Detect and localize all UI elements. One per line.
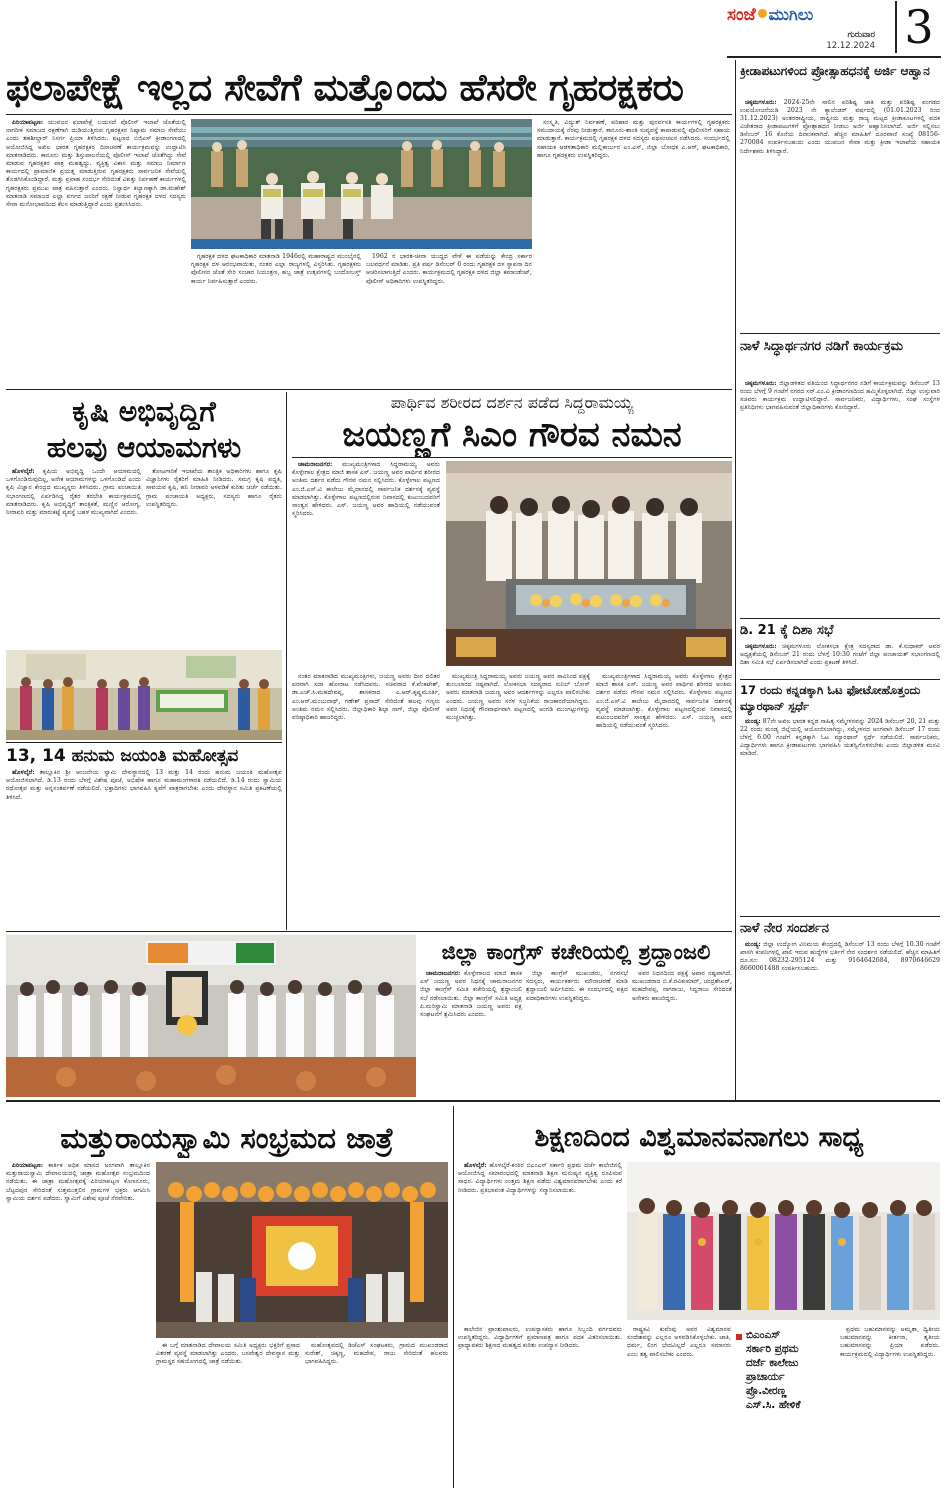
- home-guards-ceremony-photo: [191, 119, 532, 249]
- disha-body: [740, 643, 940, 677]
- sandarshana-body: [740, 941, 940, 1097]
- sun-icon: [758, 9, 767, 18]
- lead-column-3: [366, 253, 532, 387]
- jatre-dateline: ಪಿರಿಯಾಪಟ್ಟಣ:: [12, 1162, 44, 1169]
- krishi-headline-line1: ಕೃಷಿ ಅಭಿವೃದ್ಧಿಗೆ: [72, 395, 216, 428]
- students-award-photo: [627, 1162, 940, 1320]
- shikshana-col2-text: ಕಾಲೇಜಿನ ಪ್ರಾಂಶುಪಾಲರು, ಉಪನ್ಯಾಸಕರು ಹಾಗೂ ಸಿಬ್ಬಂದಿ ವರ್ಗದವರು ಉಪಸ್ಥಿತರಿದ್ದರು. ವಿದ್ಯಾರ್ಥಿಗಳಿಗೆ ಪ್ರಮಾಣಪತ್ರ ಹಾಗೂ ಪದಕ ವಿತರಿಸಲಾಯಿತು. ಪ್ರಾಧ್ಯಾಪಕರು ಶಿಕ್ಷಣದ ಮಹತ್ವದ ಕುರಿತು ಉಪನ್ಯಾಸ ನೀಡಿದರು.: [458, 1326, 622, 1350]
- lead-column-4: [537, 119, 730, 387]
- lead-bottom-rule: [6, 389, 732, 390]
- temple-festival-photo: [156, 1162, 448, 1338]
- cm-headline-rule: [292, 457, 732, 458]
- krida-title: ಕ್ರೀಡಾಪಟುಗಳಿಂದ ಪ್ರೋತ್ಸಾಹಧನಕ್ಕೆ ಅರ್ಜಿ ಆಹ್ವಾನ: [740, 64, 930, 78]
- siddaganga-dateline: ಚಿಕ್ಕಮಗಳೂರು:: [745, 380, 777, 387]
- cm-col3-text: ಮುಖ್ಯಮಂತ್ರಿ ಸಿದ್ದರಾಮಯ್ಯ ಅವರು ಜಯಣ್ಣ ಅವರ ಸಾವಿನಿಂದ ಪಕ್ಷಕ್ಕೆ ತುಂಬಲಾರದ ನಷ್ಟವಾಗಿದೆ. ಲೋಕಸಭಾ ಸದಸ್ಯರಾದ ಸುನಿಲ್ ಬೋಸ್ ಅವರು ಮಾತನಾಡಿ ಜಯಣ್ಣ ಅವರ ಆದರ್ಶಗಳನ್ನು ಎಲ್ಲರೂ ಪಾಲಿಸಬೇಕು ಎಂದರು. ಜಯಣ್ಣ ಅವರು ಸರಳ ಸಜ್ಜನಿಕೆಯ ರಾಜಕಾರಣಿಯಾಗಿದ್ದರು. ಅವರ ನಿಧನಕ್ಕೆ ಗೌರವಾರ್ಥವಾಗಿ ಪಟ್ಟಣದಲ್ಲಿ ಅಂಗಡಿ ಮುಂಗಟ್ಟುಗಳನ್ನು ಮುಚ್ಚಲಾಗಿತ್ತು.: [446, 673, 590, 722]
- cm-kicker: ಪಾರ್ಥಿವ ಶರೀರದ ದರ್ಶನ ಪಡೆದ ಸಿದ್ದರಾಮಯ್ಯ: [390, 393, 634, 412]
- congress-col2-text: ಜಿಲ್ಲಾ ಕಾಂಗ್ರೆಸ್ ಮುಖಂಡರು, ನಗರಸಭೆ ಸದಸ್ಯರು, ಕಾರ್ಯಕರ್ತರು ಮೌನಾಚರಣೆ ಮಾಡಿ ಶ್ರದ್ಧಾಂಜಲಿ ಅರ್ಪಿಸಿದರು. ಈ ಸಂದರ್ಭದಲ್ಲಿ ಪಕ್ಷದ ಪದಾಧಿಕಾರಿಗಳು ಉಪಸ್ಥಿತರಿದ್ದರು.: [526, 970, 628, 1002]
- krida-dateline: ಚಿಕ್ಕಮಗಳೂರು:: [745, 99, 777, 106]
- krishi-dateline: ಹೊಳಲ್ಕೆರೆ:: [12, 468, 35, 475]
- disha-body-text: ಚಿಕ್ಕಮಗಳೂರು ಲೋಕಸಭಾ ಕ್ಷೇತ್ರ ಸದಸ್ಯರಾದ ಡಾ. ಕೆ.ಸುಧಾಕರ್ ಅವರ ಅಧ್ಯಕ್ಷತೆಯಲ್ಲಿ ಡಿಸೆಂಬರ್ 21 ರಂದು ಬೆಳಗ್ಗೆ 10:30 ಗಂಟೆಗೆ ಜಿಲ್ಲಾ ಪಂಚಾಯತ್ ಸಭಾಂಗಣದಲ್ಲಿ ದಿಶಾ ಸಮಿತಿ ಸಭೆ ಏರ್ಪಡಿಸಲಾಗಿದೆ ಎಂದು ಪ್ರಕಟಣೆ ತಿಳಿಸಿದೆ.: [740, 643, 940, 667]
- masthead-logo: [727, 5, 895, 29]
- krishi-column-1: [6, 468, 141, 648]
- shikshana-column-2: [458, 1326, 622, 1486]
- cm-dateline: ಚಾಮರಾಜನಗರ:: [298, 461, 333, 468]
- pull-caption-line: ಪ್ರಾಚಾರ್ಯ: [746, 1371, 785, 1383]
- bottom-section-divider: [453, 1106, 454, 1488]
- jatre-column-3: [305, 1342, 448, 1486]
- krishi-headline-line2: ಹಲವು ಆಯಾಮಗಳು: [46, 431, 242, 464]
- congress-photo: [6, 935, 416, 1097]
- krida-body-text: 2024-25ನೇ ಸಾಲಿನ ಪರಿಶಿಷ್ಟ ಜಾತಿ ಮತ್ತು ಪರಿಶಿಷ್ಟ ಪಂಗಡದ ಉಪಯೋಜನೆಯಡಿ 2023 ನೇ ಕ್ಯಾಲೆಂಡರ್ ವರ್ಷದಲ್ಲಿ (01.01.2023 ರಿಂದ 31.12.2023) ಅಂತರರಾಷ್ಟ್ರೀಯ, ರಾಷ್ಟ್ರೀಯ ಮತ್ತು ರಾಜ್ಯ ಮಟ್ಟದ ಕ್ರೀಡಾಕೂಟಗಳಲ್ಲಿ ಪದಕ ವಿಜೇತರಾದ ಕ್ರೀಡಾಪಟುಗಳಿಗೆ ಪ್ರೋತ್ಸಾಹಧನ ನೀಡಲು ಅರ್ಜಿ ಆಹ್ವಾನಿಸಲಾಗಿದೆ. ಅರ್ಜಿ ಸಲ್ಲಿಸಲು ಡಿಸೆಂಬರ್ 16 ಕೊನೆಯ ದಿನಾಂಕವಾಗಿದೆ. ಹೆಚ್ಚಿನ ಮಾಹಿತಿಗೆ ದೂರವಾಣಿ ಸಂಖ್ಯೆ 08156-270084 ಸಂಪರ್ಕಿಸಬಹುದು ಎಂದು ಯುವಜನ ಸೇವಾ ಮತ್ತು ಕ್ರೀಡಾ ಇಲಾಖೆಯ ಸಹಾಯಕ ನಿರ್ದೇಶಕರು ತಿಳಿಸಿದ್ದಾರೆ.: [740, 99, 940, 155]
- lead-dateline: ಪಿರಿಯಾಪಟ್ಟಣ:: [12, 119, 44, 126]
- right-sidebar-divider: [735, 60, 736, 1100]
- masthead-rule: [727, 56, 941, 58]
- cm-paying-respects-photo: [446, 461, 732, 666]
- pull-caption-marker: [736, 1334, 742, 1340]
- shikshana-photo: [627, 1162, 940, 1320]
- marathon-body-text: 87ನೇ ಅಖಿಲ ಭಾರತ ಕನ್ನಡ ಸಾಹಿತ್ಯ ಸಮ್ಮೇಳನವನ್ನು 2024 ಡಿಸೆಂಬರ್ 20, 21 ಮತ್ತು 22 ರಂದು ಮಂಡ್ಯ ಜಿಲ್ಲೆಯಲ್ಲಿ ಆಯೋಜಿಸಲಾಗಿದ್ದು, ಸಮ್ಮೇಳನದ ಅಂಗವಾಗಿ ಡಿಸೆಂಬರ್ 17 ರಂದು ಬೆಳಗ್ಗೆ 6.00 ಗಂಟೆಗೆ ಕನ್ನಡಕ್ಕಾಗಿ ಓಟ ಮ್ಯಾರಥಾನ್ ಸ್ಪರ್ಧೆ ನಡೆಯಲಿದೆ. ಸಾರ್ವಜನಿಕರು, ವಿದ್ಯಾರ್ಥಿಗಳು ಹಾಗೂ ಕ್ರೀಡಾಪಟುಗಳು ಭಾಗವಹಿಸಿ ಯಶಸ್ವಿಗೊಳಿಸಬೇಕು ಎಂದು ಜಿಲ್ಲಾಡಳಿತ ಮನವಿ ಮಾಡಿದೆ.: [740, 718, 940, 758]
- cm-photo: [446, 461, 732, 666]
- masthead-day: ಗುರುವಾರ: [847, 30, 875, 40]
- shikshana-col4-text: ಪ್ರಥಮ ಬಹುಮಾನವನ್ನು ಅಮೃತಾ, ದ್ವಿತೀಯ ಬಹುಮಾನವನ್ನು ಕೀರ್ತನಾ, ತೃತೀಯ ಬಹುಮಾನವನ್ನು ಪ್ರಿಯಾ ಪಡೆದರು. ಕಾರ್ಯಕ್ರಮದಲ್ಲಿ ವಿದ್ಯಾರ್ಥಿಗಳು ಉಪಸ್ಥಿತರಿದ್ದರು.: [840, 1326, 940, 1358]
- pull-caption-text: [746, 1328, 836, 1412]
- shikshana-pull-caption: [736, 1328, 836, 1438]
- krishi-col2-text: ತೋಟಗಾರಿಕೆ ಇಲಾಖೆಯ ತಾಂತ್ರಿಕ ಅಧಿಕಾರಿಗಳು ಹಾಗೂ ಕೃಷಿ ವಿಜ್ಞಾನಿಗಳು ರೈತರಿಗೆ ಮಾಹಿತಿ ನೀಡಿದರು. ಸಮಗ್ರ ಕೃಷಿ ಪದ್ಧತಿ, ಸಾವಯವ ಕೃಷಿ, ಹನಿ ನೀರಾವರಿ ಅಳವಡಿಕೆ ಕುರಿತು ಚರ್ಚೆ ನಡೆಯಿತು. ಗ್ರಾಮ ಪಂಚಾಯತಿ ಅಧ್ಯಕ್ಷರು, ಸದಸ್ಯರು ಹಾಗೂ ರೈತರು ಉಪಸ್ಥಿತರಿದ್ದರು.: [146, 468, 282, 508]
- pull-caption-line: ಬಿಎಂಎಸ್: [746, 1329, 781, 1341]
- krishi-divider: [286, 392, 287, 930]
- hanuma-body: [6, 769, 282, 927]
- sandarshana-body-text: ಜಿಲ್ಲಾ ಉದ್ಯೋಗ ವಿನಿಮಯ ಕೇಂದ್ರದಲ್ಲಿ ಡಿಸೆಂಬರ್ 13 ರಂದು ಬೆಳಗ್ಗೆ 10.30 ಗಂಟೆಗೆ ಖಾಸಗಿ ಕಂಪನಿಗಳಲ್ಲಿ ಖಾಲಿ ಇರುವ ಹುದ್ದೆಗಳ ಭರ್ತಿಗೆ ನೇರ ಸಂದರ್ಶನ ನಡೆಯಲಿದೆ. ಹೆಚ್ಚಿನ ಮಾಹಿತಿಗೆ ದೂ.ಸಂ: 08232-295124 ಮತ್ತು 9164642684, 8970646629 8660061488 ಸಂಪರ್ಕಿಸಬಹುದು.: [740, 941, 940, 973]
- jatre-photo: [156, 1162, 448, 1338]
- jatre-col2-text: ಈ ಬಗ್ಗೆ ಮಾತನಾಡಿದ ದೇವಾಲಯ ಸಮಿತಿ ಅಧ್ಯಕ್ಷರು ಭಕ್ತರಿಗೆ ಪ್ರಸಾದ ವಿತರಣೆ ವ್ಯವಸ್ಥೆ ಮಾಡಲಾಗಿತ್ತು ಎಂದರು. ಬಸವೇಶ್ವರ ದೇವಸ್ಥಾನ ಮತ್ತು ಗ್ರಾಮಸ್ಥರ ಸಹಯೋಗದಲ್ಲಿ ಜಾತ್ರೆ ನಡೆಯಿತು.: [156, 1342, 300, 1366]
- cm-col3b-text: ಮುಖ್ಯಮಂತ್ರಿಗಳಾದ ಸಿದ್ದರಾಮಯ್ಯ ಅವರು ಕೊಳ್ಳೇಗಾಲ ಕ್ಷೇತ್ರದ ಮಾಜಿ ಶಾಸಕ ಎಸ್. ಜಯಣ್ಣ ಅವರ ಪಾರ್ಥಿವ ಶರೀರದ ಅಂತಿಮ ದರ್ಶನ ಪಡೆದು ಗೌರವ ನಮನ ಸಲ್ಲಿಸಿದರು. ಕೊಳ್ಳೇಗಾಲ ಪಟ್ಟಣದ ಎಂ.ಜಿ.ಎಸ್.ವಿ ಕಾಲೇಜು ಮೈದಾನದಲ್ಲಿ ಸಾರ್ವಜನಿಕ ದರ್ಶನಕ್ಕೆ ವ್ಯವಸ್ಥೆ ಮಾಡಲಾಗಿತ್ತು. ಕೊಳ್ಳೇಗಾಲ ಪಟ್ಟಣದಲ್ಲಿರುವ ನಿವಾಸದಲ್ಲಿ ಕುಟುಂಬದವರಿಗೆ ಸಾಂತ್ವನ ಹೇಳಿದರು. ಎಸ್. ಜಯಣ್ಣ ಅವರ ಹಾದಿಯಲ್ಲಿ ನಡೆಯುವಂತೆ ಸ್ಮರಿಸಿದರು.: [596, 673, 732, 730]
- shikshana-col1-text: ಹೊಳಲ್ಕೆರೆ-ಕಂಠಿರ ಬಿಎಂಎಸ್ ಸರ್ಕಾರಿ ಪ್ರಥಮ ದರ್ಜೆ ಕಾಲೇಜಿನಲ್ಲಿ ಆಯೋಜಿಸಿದ್ದ ಸಮಾರಂಭದಲ್ಲಿ ಮಾತನಾಡಿ ಶಿಕ್ಷಣ ಮನುಷ್ಯನ ವ್ಯಕ್ತಿತ್ವ ರೂಪಿಸುವ ಸಾಧನ. ವಿದ್ಯಾರ್ಥಿಗಳು ಉತ್ತಮ ಶಿಕ್ಷಣ ಪಡೆದು ವಿಶ್ವಮಾನವರಾಗಬೇಕು ಎಂದು ಕರೆ ನೀಡಿದರು. ಪ್ರತಿಭಾವಂತ ವಿದ್ಯಾರ್ಥಿಗಳನ್ನು ಸನ್ಮಾನಿಸಲಾಯಿತು.: [458, 1162, 622, 1194]
- marathon-title: 17 ರಂದು ಕನ್ನಡಕ್ಕಾಗಿ ಓಟ ಫೋಟೋಹೊತ್ತಂದು ಮ್ಯಾರಥಾನ್ ಸ್ಪರ್ಧೆ: [740, 683, 921, 713]
- krida-body: [740, 99, 940, 331]
- jatre-col3-text: ಮಹೋತ್ಸವದಲ್ಲಿ ಡಿಜೆಎಸ್ ಸಂಘಟಕರು, ಗ್ರಾಮದ ಮುಖಂಡರಾದ ಸುರೇಶ್, ಚಿಕ್ಕಣ್ಣ, ಮಹದೇವ, ರಾಜು ಸೇರಿದಂತೆ ಹಲವರು ಭಾಗವಹಿಸಿದ್ದರು.: [305, 1342, 448, 1366]
- pull-caption-line: ದರ್ಜೆ ಕಾಲೇಜು: [746, 1357, 799, 1369]
- krishi-photo: [6, 650, 282, 740]
- sidebar-rule-4: [740, 916, 940, 917]
- hanuma-headline: 13, 14 ಹನುಮ ಜಯಂತಿ ಮಹೋತ್ಸವ: [6, 746, 239, 766]
- lead-col1-text: ಯುವಜನ ಫಲಾಪೇಕ್ಷೆ ಬಯಸದೆ ಪೊಲೀಸ್ ಇಲಾಖೆ ಜೊತೆಯಲ್ಲಿ ನಾಗರೀಕ ಸಮಾಜದ ರಕ್ಷಣೆಗಾಗಿ ದುಡಿಯುತ್ತಿರುವ ಗೃಹರಕ್ಷಕರ ನಿಷ್ಕಾಮ ಸಮಾಜ ಸೇವೆಯು ಎಂದು ತಹಶೀಲ್ದಾರ್ ನಿಸರ್ಗ ಪ್ರಿಯಾ ತಿಳಿಸಿದರು. ಪಟ್ಟಣದ ಬಿಜಿಎಸ್ ಕ್ರೀಡಾಂಗಣದಲ್ಲಿ ಆಯೋಜಿಸಿದ್ದ ಅಖಿಲ ಭಾರತ ಗೃಹರಕ್ಷಕರ ದಿನಾಚರಣೆ ಕಾರ್ಯಕ್ರಮವನ್ನು ಉದ್ಘಾಟಿಸಿ ಮಾತನಾಡಿದರು. ಕಾನೂನು ಮತ್ತು ಶಿಸ್ತುಪಾಲನೆಯಲ್ಲಿ ಪೊಲೀಸ್ ಇಲಾಖೆ ಜೊತೆಗಿದ್ದು ಸೇವೆ ಮಾಡುವ ಗೃಹರಕ್ಷಕರ ಪಾತ್ರ ಮಹತ್ವದ್ದು. ವ್ಯಕ್ತಿತ್ವ ವಿಕಾಸ ಮತ್ತು ಸಮಾಜ ನಿರ್ಮಾಣ ಕಾರ್ಯದಲ್ಲಿ ಪ್ರಾಮಾಣಿಕ ಪ್ರಯತ್ನ ಮಾಡುತ್ತಿರುವ ಗೃಹರಕ್ಷಕರು ಸಾರ್ವಜನಿಕ ಸೇವೆಯಲ್ಲಿ ತೊಡಗಿಸಿಕೊಂಡಿದ್ದಾರೆ. ಮತ್ತು ಪ್ರವಾಹ ಸಂದರ್ಭ ಸೇರಿದಂತೆ ವಿಪತ್ತು ನಿರ್ವಹಣೆ ಕಾರ್ಯಗಳಲ್ಲಿ ಗೃಹರಕ್ಷಕರು ಪ್ರಮುಖ ಪಾತ್ರ ವಹಿಸುತ್ತಾರೆ ಎಂದರು. ನಿಸ್ವಾರ್ಥ ಕಲ್ಯಾಣಕ್ಕಾಗಿ ಡಾ.ಮಹೇಶ್ ಮಾತನಾಡಿ ಸಮಾಜದ ಎಲ್ಲಾ ವರ್ಗದ ಜನರಿಗೆ ರಕ್ಷಣೆ ನೀಡುವ ಗೃಹರಕ್ಷಕ ದಳದ ಸದಸ್ಯರು ಸೇವಾ ಮನೋಭಾವದಿಂದ ಕೆಲಸ ಮಾಡುತ್ತಿದ್ದಾರೆ ಎಂದು ಪ್ರಶಂಸಿಸಿದರು.: [6, 119, 186, 209]
- sidebar-rule-1: [740, 333, 940, 334]
- page-number: 3: [895, 1, 941, 53]
- farmers-training-photo: [6, 650, 282, 740]
- pull-caption-line: ಸರ್ಕಾರಿ ಪ್ರಥಮ: [746, 1343, 799, 1355]
- shikshana-column-1: [458, 1162, 622, 1322]
- jatre-column-2: [156, 1342, 300, 1486]
- jatre-col1-text: ಕಾರ್ತಿಕ ಅಧಿಕ ಮಾಸದ ಅಂಗವಾಗಿ ತಾಲ್ಲೂಕಿನ ಮತ್ತುರಾಯಸ್ವಾಮಿ ದೇವಾಲಯದಲ್ಲಿ ಜಾತ್ರಾ ಮಹೋತ್ಸವ ಸಂಭ್ರಮದಿಂದ ನಡೆಯಿತು. ಈ ಜಾತ್ರಾ ಮಹೋತ್ಸವಕ್ಕೆ ಪಿರಿಯಾಪಟ್ಟಣ ಕೊಣನೂರು, ಬೆಟ್ಟದಪುರ ಸೇರಿದಂತೆ ಸುತ್ತಮುತ್ತಲಿನ ಗ್ರಾಮಗಳ ಭಕ್ತರು ಆಗಮಿಸಿ ಸ್ವಾಮಿಯ ದರ್ಶನ ಪಡೆದರು. ಸ್ವಾಮಿಗೆ ವಿಶೇಷ ಪೂಜೆ ನೆರವೇರಿತು.: [6, 1162, 150, 1202]
- congress-column-1: [420, 970, 522, 1096]
- jatre-column-1: [6, 1162, 150, 1486]
- hanuma-dateline: ಹೊಳಲ್ಕೆರೆ:: [12, 769, 35, 776]
- cm-col1-text: ಮುಖ್ಯಮಂತ್ರಿಗಳಾದ ಸಿದ್ದರಾಮಯ್ಯ ಅವರು ಕೊಳ್ಳೇಗಾಲ ಕ್ಷೇತ್ರದ ಮಾಜಿ ಶಾಸಕ ಎಸ್. ಜಯಣ್ಣ ಅವರ ಪಾರ್ಥಿವ ಶರೀರದ ಅಂತಿಮ ದರ್ಶನ ಪಡೆದು ಗೌರವ ನಮನ ಸಲ್ಲಿಸಿದರು. ಕೊಳ್ಳೇಗಾಲ ಪಟ್ಟಣದ ಎಂ.ಜಿ.ಎಸ್.ವಿ ಕಾಲೇಜು ಮೈದಾನದಲ್ಲಿ ಸಾರ್ವಜನಿಕ ದರ್ಶನಕ್ಕೆ ವ್ಯವಸ್ಥೆ ಮಾಡಲಾಗಿತ್ತು. ಕೊಳ್ಳೇಗಾಲ ಪಟ್ಟಣದಲ್ಲಿರುವ ನಿವಾಸದಲ್ಲಿ ಕುಟುಂಬದವರಿಗೆ ಸಾಂತ್ವನ ಹೇಳಿದರು. ಎಸ್. ಜಯಣ್ಣ ಅವರ ಹಾದಿಯಲ್ಲಿ ನಡೆಯುವಂತೆ ಸ್ಮರಿಸಿದರು.: [292, 461, 440, 518]
- masthead: [727, 0, 941, 55]
- shikshana-headline: ಶಿಕ್ಷಣದಿಂದ ವಿಶ್ವಮಾನವನಾಗಲು ಸಾಧ್ಯ: [534, 1122, 864, 1153]
- siddaganga-body: [740, 380, 940, 616]
- cm-column-3: [446, 673, 590, 929]
- cm-column-2: [292, 673, 440, 929]
- sidebar-rule-2: [740, 618, 940, 619]
- shikshana-dateline: ಹೊಳಲ್ಕೆರೆ:: [464, 1162, 487, 1169]
- sandarshana-title: ನಾಳೆ ನೇರ ಸಂದರ್ಶನ: [740, 921, 829, 936]
- lead-col3-text: 1962 ರ ಭಾರತ-ಚೀನಾ ಯುದ್ಧದ ವೇಳೆ ಈ ಪಡೆಯನ್ನು ಕೇಂದ್ರ ಸರ್ಕಾರ ಬಲವರ್ಧನೆ ಮಾಡಿತು. ಪ್ರತಿ ವರ್ಷ ಡಿಸೆಂಬರ್ 6 ರಂದು ಗೃಹರಕ್ಷಕ ದಳ ಸ್ಥಾಪನಾ ದಿನ ಆಚರಿಸಲಾಗುತ್ತಿದೆ ಎಂದರು. ಕಾರ್ಯಕ್ರಮದಲ್ಲಿ ಗೃಹರಕ್ಷಕ ದಳದ ಜಿಲ್ಲಾ ಕಮಾಂಡೆಂಟ್, ಪೊಲೀಸ್ ಅಧಿಕಾರಿಗಳು ಉಪಸ್ಥಿತರಿದ್ದರು.: [366, 253, 532, 285]
- shikshana-column-3: [627, 1326, 731, 1486]
- masthead-date: 12.12.2024: [826, 41, 875, 51]
- masthead-name-part2: ಮುಗಿಲು: [768, 5, 814, 24]
- krishi-bottom-rule: [6, 742, 282, 743]
- masthead-name-part1: ಸಂಜೆ: [727, 5, 756, 25]
- shikshana-column-4: [840, 1326, 940, 1486]
- cm-column-1: [292, 461, 440, 669]
- siddaganga-title: ನಾಳೆ ಸಿದ್ಧಾರ್ಥನಗರ ನಡಿಗೆ ಕಾರ್ಯಕ್ರಮ: [740, 339, 904, 354]
- sandarshana-dateline: ಮಂಡ್ಯ:: [745, 941, 761, 948]
- lead-column-1: [6, 119, 186, 387]
- disha-title: ಡಿ. 21 ಕ್ಕೆ ದಿಶಾ ಸಭೆ: [740, 623, 834, 638]
- cm-col2-text: ನಂತರ ಮಾತನಾಡಿದ ಮುಖ್ಯಮಂತ್ರಿಗಳು, ಜಯಣ್ಣ ಅವರು ದೀನ ದಲಿತರ ಪರವಾಗಿ ಸದಾ ಹೋರಾಟ ನಡೆಸಿದವರು. ಸಚಿವರಾದ ಕೆ.ವೆಂಕಟೇಶ್, ಡಾ.ಎಚ್.ಸಿ.ಮಹದೇವಪ್ಪ, ಶಾಸಕರಾದ ಎ.ಆರ್.ಕೃಷ್ಣಮೂರ್ತಿ, ಎಂ.ಆರ್.ಮಂಜುನಾಥ್, ಗಣೇಶ್ ಪ್ರಸಾದ್ ಸೇರಿದಂತೆ ಹಲವು ಗಣ್ಯರು ಅಂತಿಮ ನಮನ ಸಲ್ಲಿಸಿದರು. ಜಿಲ್ಲಾಧಿಕಾರಿ ಶಿಲ್ಪಾ ನಾಗ್, ಜಿಲ್ಲಾ ಪೊಲೀಸ್ ವರಿಷ್ಠಾಧಿಕಾರಿ ಹಾಜರಿದ್ದರು.: [292, 673, 440, 722]
- congress-col3-text: ಅವರ ನಿಧನದಿಂದ ಪಕ್ಷಕ್ಕೆ ಅಪಾರ ನಷ್ಟವಾಗಿದೆ. ಮುಖಂಡರಾದ ಬಿ.ಕೆ.ರವಿಕುಮಾರ್, ಚಂದ್ರಶೇಖರ್, ಮಹದೇವಪ್ಪ, ನಾಗರಾಜು, ಸಿದ್ದರಾಜು ಸೇರಿದಂತೆ ಅನೇಕರು ಹಾಜರಿದ್ದರು.: [632, 970, 732, 1002]
- shikshana-col3-text: ರಾಷ್ಟ್ರಕವಿ ಕುವೆಂಪು ಅವರ ವಿಶ್ವಮಾನವ ಸಂದೇಶವನ್ನು ಎಲ್ಲರೂ ಅಳವಡಿಸಿಕೊಳ್ಳಬೇಕು. ಜಾತಿ, ಧರ್ಮ, ಲಿಂಗ ಭೇದವಿಲ್ಲದೆ ಎಲ್ಲರೂ ಸಮಾನರು ಎಂಬ ತತ್ವ ಪಾಲಿಸಬೇಕು ಎಂದರು.: [627, 1326, 731, 1358]
- krishi-column-2: [146, 468, 282, 648]
- pull-caption-line: ಎಸ್.ಸಿ. ಹೇಳಿಕೆ: [746, 1399, 801, 1411]
- hanuma-body-text: ತಾಲ್ಲೂಕಿನ ಶ್ರೀ ಆಂಜನೇಯ ಸ್ವಾಮಿ ದೇವಸ್ಥಾನದಲ್ಲಿ 13 ಮತ್ತು 14 ರಂದು ಹನುಮ ಜಯಂತಿ ಮಹೋತ್ಸವ ಆಯೋಜಿಸಲಾಗಿದೆ. ಡಿ.13 ರಂದು ಬೆಳಗ್ಗೆ ವಿಶೇಷ ಪೂಜೆ, ಅಭಿಷೇಕ ಹಾಗೂ ಮಹಾಮಂಗಳಾರತಿ ನಡೆಯಲಿದೆ. ಡಿ.14 ರಂದು ಸ್ವಾಮಿಯ ರಥೋತ್ಸವ ಮತ್ತು ಅನ್ನಸಂತರ್ಪಣೆ ನಡೆಯಲಿದೆ. ಭಕ್ತಾದಿಗಳು ಭಾಗವಹಿಸಿ ಕೃಪೆಗೆ ಪಾತ್ರರಾಗಬೇಕು ಎಂದು ದೇವಸ್ಥಾನ ಸಮಿತಿ ಪ್ರಕಟಣೆಯಲ್ಲಿ ತಿಳಿಸಿದೆ.: [6, 769, 282, 801]
- congress-col1-text: ಕೊಳ್ಳೇಗಾಲದ ಮಾಜಿ ಶಾಸಕ ಎಸ್ ಜಯಣ್ಣ ಅವರ ನಿಧನಕ್ಕೆ ಚಾಮರಾಜನಗರ ಜಿಲ್ಲಾ ಕಾಂಗ್ರೆಸ್ ಸಮಿತಿ ಕಚೇರಿಯಲ್ಲಿ ಶ್ರದ್ಧಾಂಜಲಿ ಸಭೆ ನಡೆಸಲಾಯಿತು. ಜಿಲ್ಲಾ ಕಾಂಗ್ರೆಸ್ ಸಮಿತಿ ಅಧ್ಯಕ್ಷ ಪಿ.ಮರಿಸ್ವಾಮಿ ಮಾತನಾಡಿ ಜಯಣ್ಣ ಅವರು ಪಕ್ಷ ಸಂಘಟನೆಗೆ ಶ್ರಮಿಸಿದರು ಎಂದರು.: [420, 970, 522, 1019]
- cm-column-4: [596, 673, 732, 929]
- cm-headline: ಜಯಣ್ಣಗೆ ಸಿಎಂ ಗೌರವ ನಮನ: [342, 415, 682, 455]
- lead-col2-text: ಗೃಹರಕ್ಷಕ ದಳದ ಘಟಕಾಧಿಕಾರಿ ಮಾತನಾಡಿ 1946ರಲ್ಲಿ ಮಹಾರಾಷ್ಟ್ರದ ಮುಂಬೈನಲ್ಲಿ ಗೃಹರಕ್ಷಕ ದಳ ಆರಂಭವಾಯಿತು, ನಂತರ ಎಲ್ಲಾ ರಾಜ್ಯಗಳಲ್ಲಿ ವಿಸ್ತರಿಸಿತು. ಗೃಹರಕ್ಷಕರು ಪೊಲೀಸರ ಜೊತೆ ಸೇರಿ ಸಂಚಾರ ನಿಯಂತ್ರಣ, ಹಬ್ಬ ಜಾತ್ರೆ ಉತ್ಸವಗಳಲ್ಲಿ ಬಂದೋಬಸ್ತ್ ಕಾರ್ಯ ನಿರ್ವಹಿಸುತ್ತಾರೆ ಎಂದರು.: [191, 253, 361, 285]
- congress-dateline: ಚಾಮರಾಜನಗರ:: [426, 970, 461, 977]
- cm-bottom-rule: [6, 931, 732, 932]
- congress-office-tribute-photo: [6, 935, 416, 1097]
- lead-col4-text: ಸಂಸ್ಕೃತಿ, ವಿದ್ಯುತ್ ನಿರ್ವಹಣೆ, ಪರಿಹಾರ ಮತ್ತು ಪುನರ್ವಸತಿ ಕಾರ್ಯಗಳಲ್ಲಿ ಗೃಹರಕ್ಷಕರು ಸಮುದಾಯಕ್ಕೆ ನೆರವು ನೀಡುತ್ತಾರೆ. ಕಾನೂನು-ಶಾಂತಿ ಸುವ್ಯವಸ್ಥೆ ಕಾಪಾಡುವಲ್ಲಿ ಪೊಲೀಸರಿಗೆ ಸಹಾಯ ಮಾಡುತ್ತಾರೆ. ಕಾರ್ಯಕ್ರಮದಲ್ಲಿ ಗೃಹರಕ್ಷಕ ದಳದ ಸದಸ್ಯರು ಪಥಸಂಚಲನ ನಡೆಸಿದರು. ಸಂದರ್ಭದಲ್ಲಿ ಸಹಾಯಕ ಆಡಳಿತಾಧಿಕಾರಿ ಮಲ್ಲಿಕಾರ್ಜುನ ಎಂ.ಎಸ್, ಜಿಲ್ಲಾ ಬೋಧಕ ಎ.ಆರ್, ಘಟಕಾಧಿಕಾರಿ, ಹಾಗೂ ಗೃಹರಕ್ಷಕರು ಉಪಸ್ಥಿತರಿದ್ದರು.: [537, 119, 730, 159]
- lead-headline: ಫಲಾಪೇಕ್ಷೆ ಇಲ್ಲದ ಸೇವೆಗೆ ಮತ್ತೊಂದು ಹೆಸರೇ ಗೃಹರಕ್ಷಕರು: [6, 66, 684, 109]
- lead-photo: [191, 119, 532, 249]
- lead-headline-rule: [6, 114, 732, 115]
- congress-bottom-rule: [6, 1100, 940, 1102]
- krishi-col1-text: ಕೃಷಿಯ ಅಭಿವೃದ್ಧಿ ಒಂದೇ ಆಯಾಮದಲ್ಲಿ ಒಳಗೊಂಡಿರುವುದಿಲ್ಲ, ಅನೇಕ ಆಯಾಮಗಳನ್ನು ಒಳಗೊಂಡಿದೆ ಎಂದು ಕೃಷಿ ವಿಜ್ಞಾನ ಕೇಂದ್ರದ ಮುಖ್ಯಸ್ಥರು ತಿಳಿಸಿದರು. ಗ್ರಾಮ ಪಂಚಾಯಿತಿ ಸಭಾಂಗಣದಲ್ಲಿ ಏರ್ಪಡಿಸಿದ್ದ ರೈತರ ತರಬೇತಿ ಕಾರ್ಯಕ್ರಮದಲ್ಲಿ ಮಾತನಾಡಿದರು. ಕೃಷಿ ಅಭಿವೃದ್ಧಿಗೆ ತಾಂತ್ರಿಕತೆ, ಮಣ್ಣಿನ ಆರೋಗ್ಯ, ನೀರಾವರಿ ಮತ್ತು ಮಾರುಕಟ್ಟೆ ವ್ಯವಸ್ಥೆ ಬಹಳ ಮುಖ್ಯವಾಗಿದೆ ಎಂದರು.: [6, 468, 141, 517]
- marathon-body: [740, 718, 940, 914]
- lead-column-2: [191, 253, 361, 387]
- sidebar-rule-3: [740, 679, 940, 680]
- congress-column-2: [526, 970, 628, 1096]
- congress-headline: ಜಿಲ್ಲಾ ಕಾಂಗ್ರೆಸ್ ಕಚೇರಿಯಲ್ಲಿ ಶ್ರದ್ಧಾಂಜಲಿ: [441, 940, 711, 964]
- jatre-headline: ಮತ್ತುರಾಯಸ್ವಾಮಿ ಸಂಭ್ರಮದ ಜಾತ್ರೆ: [60, 1121, 394, 1155]
- pull-caption-line: ಪ್ರೊ.ವೀರಣ್ಣ: [746, 1385, 787, 1397]
- marathon-dateline: ಮಂಡ್ಯ:: [745, 718, 761, 725]
- congress-column-3: [632, 970, 732, 1096]
- disha-dateline: ಚಿಕ್ಕಮಗಳೂರು:: [745, 643, 777, 650]
- siddaganga-body-text: ಜಿಲ್ಲಾಡಳಿತದ ವತಿಯಿಂದ ಸಿದ್ಧಾರ್ಥನಗರ ನಡಿಗೆ ಕಾರ್ಯಕ್ರಮವನ್ನು ಡಿಸೆಂಬರ್ 13 ರಂದು ಬೆಳಗ್ಗೆ 9 ಗಂಟೆಗೆ ನಗರದ ಸರ್.ಎಂ.ವಿ ಕ್ರೀಡಾಂಗಣದಿಂದ ಹಮ್ಮಿಕೊಳ್ಳಲಾಗಿದೆ. ಜಿಲ್ಲಾ ಉಸ್ತುವಾರಿ ಸಚಿವರು ಕಾರ್ಯಕ್ರಮ ಉದ್ಘಾಟಿಸಲಿದ್ದಾರೆ. ಸಾರ್ವಜನಿಕರು, ವಿದ್ಯಾರ್ಥಿಗಳು, ಸಂಘ ಸಂಸ್ಥೆಗಳ ಪ್ರತಿನಿಧಿಗಳು ಭಾಗವಹಿಸುವಂತೆ ಜಿಲ್ಲಾಧಿಕಾರಿಗಳು ಕೋರಿದ್ದಾರೆ.: [740, 380, 940, 412]
